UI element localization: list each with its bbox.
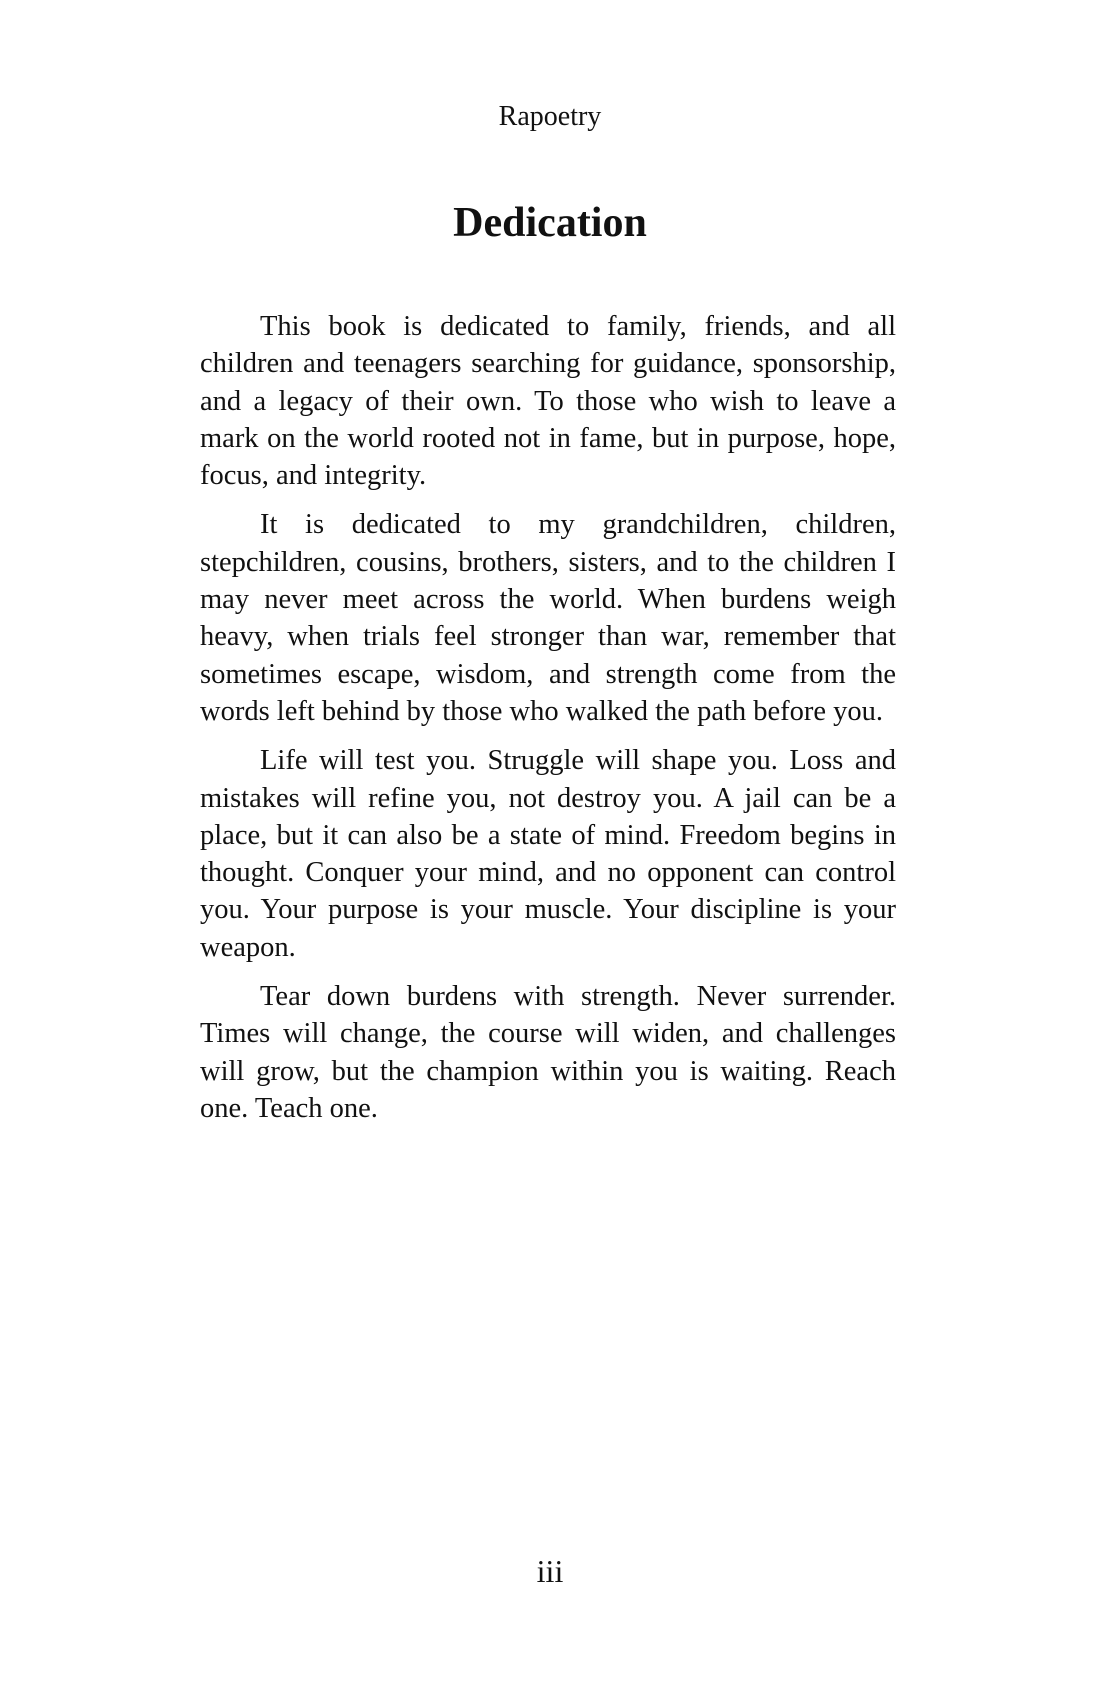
page-number: iii [536, 1553, 564, 1589]
running-header: Rapoetry [498, 101, 602, 132]
paragraph: Life will test you. Struggle will shape you. Loss and mistakes will refine you, not destroy you. A jail can be a place, but it can also be a state of mind. Freedom begins in thought. Conquer your mind, and no opponent can control you. Your purpose is your muscle. Your discipline is your weapon. [200, 745, 896, 963]
chapter-title: Dedication [453, 200, 647, 246]
paragraph: It is dedicated to my grandchildren, children, stepchildren, cousins, brothers, sisters, and to the children I may never meet across the world. When burdens weigh heavy, when trials feel stronger than war, remember that sometimes escape, wisdom, and strength come from the words left behind by those who walked the path before you. [200, 509, 896, 727]
paragraph: Tear down burdens with strength. Never surrender. Times will change, the course will widen, and challenges will grow, but the champion within you is waiting. Reach one. Teach one. [200, 981, 896, 1124]
paragraph: This book is dedicated to family, friends, and all children and teenagers searching for guidance, sponsorship, and a legacy of their own. To those who wish to leave a mark on the world rooted not in fame, but in purpose, hope, focus, and integrity. [200, 311, 896, 492]
dedication-body [200, 308, 896, 1139]
